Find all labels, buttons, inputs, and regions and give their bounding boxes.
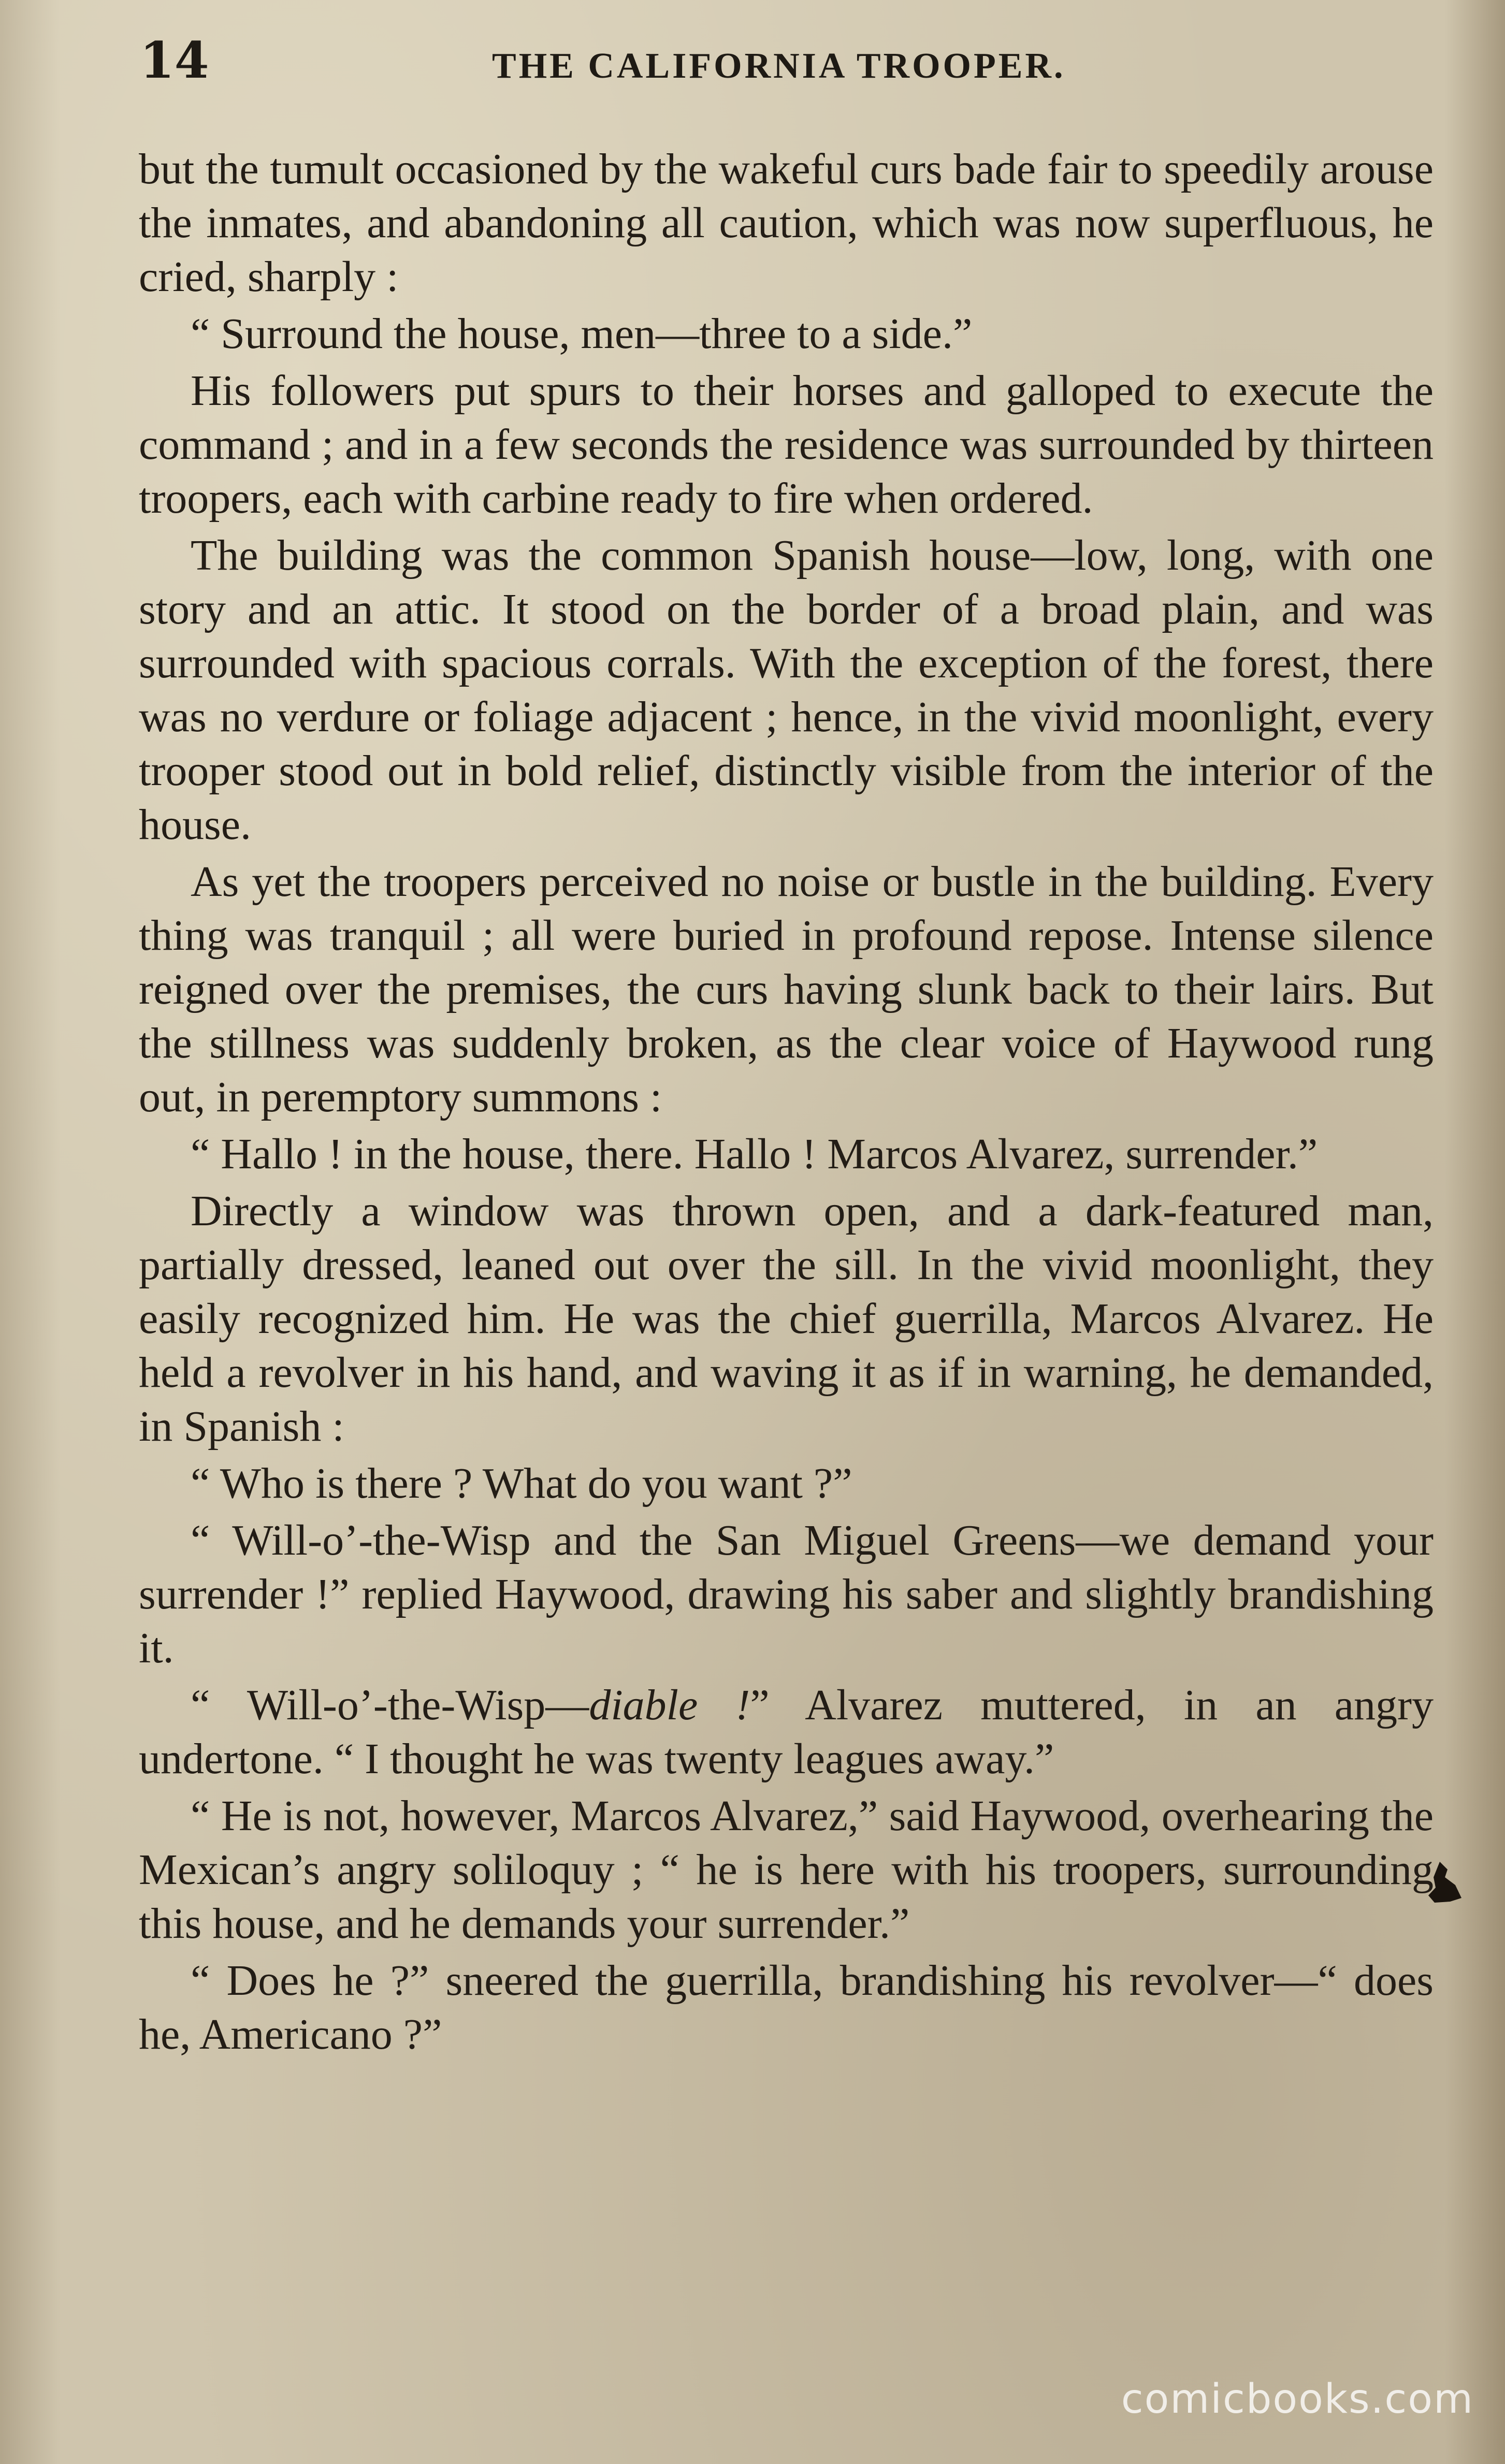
paragraph: “ Surround the house, men—three to a side.” — [191, 310, 973, 358]
paragraph: “ Will-o’-the-Wisp and the San Miguel Greens—we demand your surrender !” replied Haywood, drawing his saber and slightly brandishing it. — [139, 1516, 1434, 1672]
paragraph — [139, 1678, 1434, 1786]
paragraph: His followers put spurs to their horses and galloped to execute the command ; and in a few seconds the residence was surrounded by thirteen troopers, each with carbine ready to fire when ordered. — [139, 367, 1434, 523]
running-head: THE CALIFORNIA TROOPER. — [492, 46, 1066, 86]
paragraph: The building was the common Spanish house—low, long, with one story and an attic. It stood on the border of a broad plain, and was surrounded with spacious corrals. With the exception of the forest, there was no verdure or foliage adjacent ; hence, in the vivid moonlight, every trooper stood out in bold relief, distinctly visible from the interior of the house. — [139, 531, 1434, 849]
paragraph: “ Hallo ! in the house, there. Hallo ! Marcos Alvarez, surrender.” — [191, 1130, 1318, 1178]
paragraph: “ He is not, however, Marcos Alvarez,” said Haywood, overhearing the Mexican’s angry soliloquy ; “ he is here with his troopers, surrounding this house, and he demands your surrender.” — [139, 1792, 1434, 1948]
watermark: comicbooks.com — [1121, 2376, 1474, 2423]
body-text — [139, 142, 1434, 2065]
ink-blot-mark — [1424, 1859, 1466, 1906]
paragraph: As yet the troopers perceived no noise or bustle in the building. Every thing was tranquil ; all were buried in profound repose. Intense silence reigned over the premises, the curs having slunk back to their lairs. But the stillness was suddenly broken, as the clear voice of Haywood rung out, in peremptory summons : — [139, 858, 1434, 1121]
paragraph-text: “ Will-o’-the-Wisp— — [191, 1681, 589, 1729]
paragraph-text: ” Alvarez muttered, in an angry undertone. “ I thought he was twenty leagues away.” — [139, 1681, 1434, 1783]
paragraph: but the tumult occasioned by the wakeful curs bade fair to speedily arouse the inmates, and abandoning all caution, which was now superfluous, he cried, sharply : — [139, 145, 1434, 301]
page-header — [140, 31, 1435, 98]
paragraph: Directly a window was thrown open, and a dark-featured man, partially dressed, leaned out over the sill. In the vivid moonlight, they easily recognized him. He was the chief guerrilla, Marcos Alvarez. He held a revolver in his hand, and waving it as if in warning, he demanded, in Spanish : — [139, 1187, 1434, 1451]
italic-exclamation: diable ! — [589, 1681, 750, 1729]
page-number: 14 — [140, 31, 209, 90]
paragraph: “ Does he ?” sneered the guerrilla, brandishing his revolver—“ does he, Americano ?” — [139, 1956, 1434, 2059]
paragraph: “ Who is there ? What do you want ?” — [191, 1459, 852, 1508]
